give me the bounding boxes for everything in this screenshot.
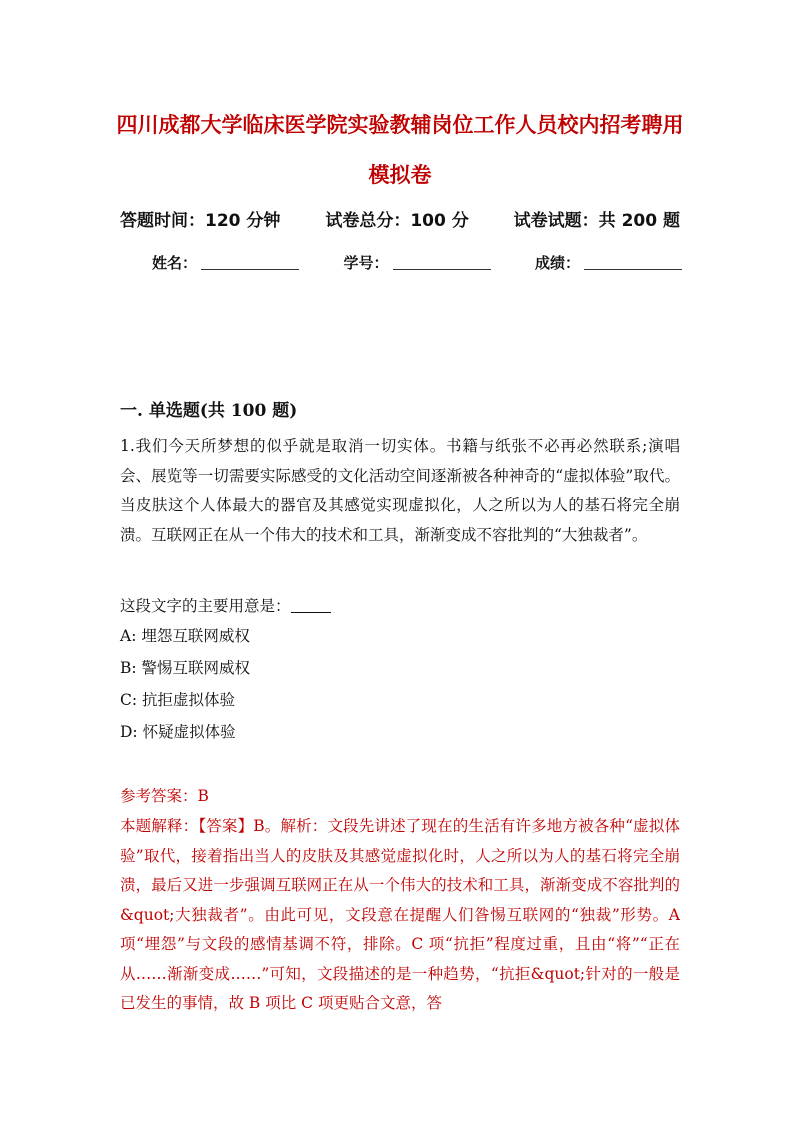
name-field [152, 252, 299, 273]
option-b: B: 警惕互联网威权 [120, 659, 251, 677]
score-blank [584, 269, 682, 270]
reference-answer: 参考答案：B [120, 787, 209, 805]
document-title: 四川成都大学临床医学院实验教辅岗位工作人员校内招考聘用模拟卷 [116, 112, 684, 187]
name-blank [201, 269, 299, 270]
question-stem: 1.我们今天所梦想的似乎就是取消一切实体。书籍与纸张不必再必然联系;演唱会、展览等一切需要实际感受的文化活动空间逐渐被各种神奇的“虚拟体验”取代。当皮肤这个人体最大的器官及其感觉实现虚拟化，人之所以为人的基石将完全崩溃。互联网正在从一个伟大的技术和工具，渐渐变成不容批判的“大独裁者”。 [120, 437, 680, 544]
exam-question-count: 试卷试题：共 200 题 [513, 211, 680, 231]
exam-total-score: 试卷总分：100 分 [325, 211, 469, 231]
option-c: C: 抗拒虚拟体验 [120, 691, 236, 709]
exam-meta [120, 206, 680, 231]
student-id-field [343, 252, 490, 273]
question-prompt [120, 592, 680, 622]
option-d: D: 怀疑虚拟体验 [120, 723, 236, 741]
student-id-label: 学号： [343, 254, 389, 272]
question-prompt-text: 这段文字的主要用意是： [120, 597, 291, 615]
student-info [152, 252, 682, 273]
section-heading: 一. 单选题(共 100 题) [120, 401, 298, 421]
name-label: 姓名： [152, 254, 198, 272]
score-field [535, 252, 682, 273]
score-label: 成绩： [534, 254, 580, 272]
exam-time: 答题时间：120 分钟 [120, 211, 281, 231]
student-id-blank [393, 269, 491, 270]
answer-explanation: 本题解释：【答案】B。解析：文段先讲述了现在的生活有许多地方被各种“虚拟体验”取代，接着指出当人的皮肤及其感觉虚拟化时，人之所以为人的基石将完全崩溃，最后又进一步强调互联网正在从一个伟大的技术和工具，渐渐变成不容批判的&quot;大独裁者”。由此可见，文段意在提醒人们昝惕互联网的“独裁”形势。A 项“埋怨”与文段的感情基调不符，排除。C 项“抗拒”程度过重，且由“将”“正在从……渐渐变成……”可知，文段描述的是一种趋势，“抗拒&quot;针对的一般是已发生的事情，故 B 项比 C 项更贴合文意，答 [120, 817, 680, 1012]
option-a: A: 埋怨互联网威权 [120, 627, 250, 645]
answer-blank [291, 612, 331, 613]
